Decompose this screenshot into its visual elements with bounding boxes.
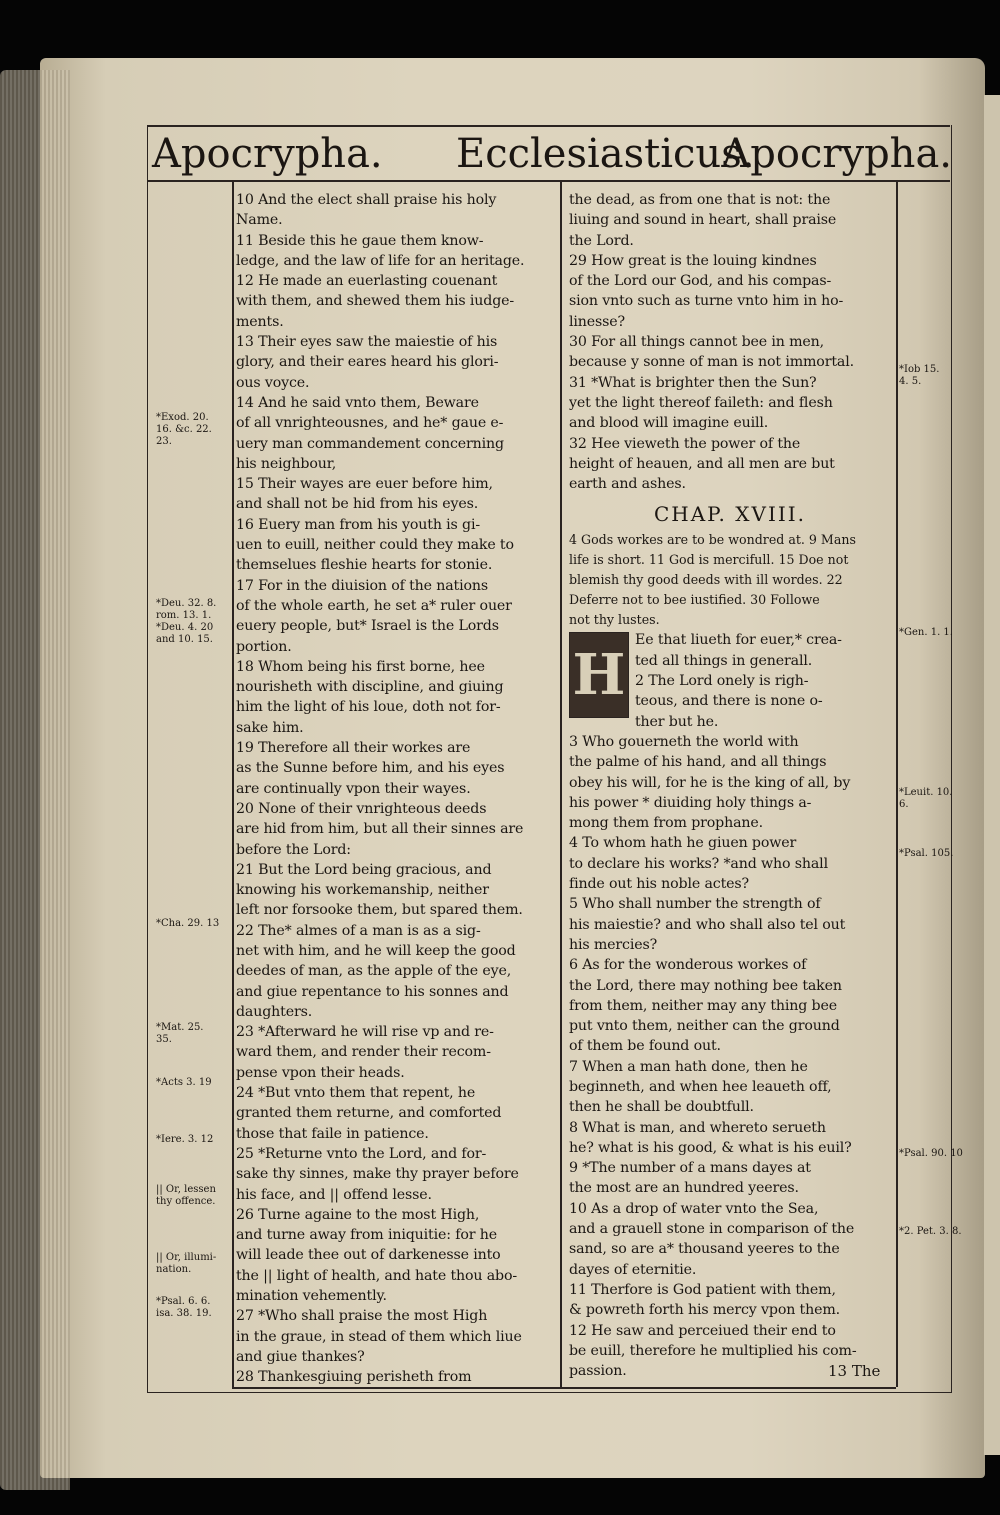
text-line: and a grauell stone in comparison of the [569, 1221, 855, 1238]
text-line: 24 *But vnto them that repent, he [236, 1085, 476, 1102]
text-line: because y sonne of man is not immortal. [569, 354, 854, 371]
text-line: 5 Who shall number the strength of [569, 896, 821, 913]
margin-note [156, 412, 212, 448]
text-line: linesse? [569, 313, 625, 330]
text-line: Name. [236, 212, 283, 229]
text-line: put vnto them, neither can the ground [569, 1018, 840, 1035]
text-line: obey his will, for he is the king of all, by [569, 774, 851, 791]
margin-note [156, 1252, 216, 1276]
text-line: his neighbour, [236, 455, 337, 472]
margin-note-line: thy offence. [156, 1196, 216, 1207]
text-line: nourisheth with discipline, and giuing [236, 679, 504, 696]
column-divider [560, 181, 562, 1387]
text-line: and turne away from iniquitie: for he [236, 1227, 497, 1244]
text-line: 28 Thankesgiuing perisheth from [236, 1369, 472, 1386]
text-line: are continually vpon their wayes. [236, 780, 471, 797]
text-line: 29 How great is the louing kindnes [569, 252, 817, 269]
text-line: 15 Their wayes are euer before him, [236, 476, 493, 493]
text-line: are hid from him, but all their sinnes are [236, 821, 524, 838]
text-line: will leade thee out of darkenesse into [236, 1247, 501, 1264]
text-line: of the Lord our God, and his compas- [569, 273, 832, 290]
initial-block [569, 630, 891, 731]
text-line: left nor forsooke them, but spared them. [236, 902, 523, 919]
text-line: granted them returne, and comforted [236, 1105, 502, 1122]
decorated-initial: H [569, 632, 629, 718]
margin-note [156, 1296, 212, 1320]
text-line: 12 He made an euerlasting couenant [236, 273, 498, 290]
text-line: and giue repentance to his sonnes and [236, 983, 509, 1000]
page-stack-edge [0, 70, 70, 1490]
margin-note [156, 1134, 213, 1146]
margin-note-line: || Or, lessen [156, 1184, 216, 1195]
text-line: 6 As for the wonderous workes of [569, 957, 807, 974]
text-line: his face, and || offend lesse. [236, 1186, 432, 1203]
header-rule [147, 180, 950, 182]
margin-note-line: *Gen. 1. 1. [899, 627, 953, 638]
text-line: to declare his works? *and who shall [569, 855, 828, 872]
text-line: 18 Whom being his first borne, hee [236, 658, 485, 675]
margin-note-line: *Acts 3. 19 [156, 1077, 212, 1088]
text-line: ted all things in generall. [635, 652, 813, 669]
margin-note [156, 1184, 216, 1208]
text-line: then he shall be doubtfull. [569, 1099, 754, 1116]
margin-note-line: 16. &c. 22. [156, 424, 212, 435]
summary-line: not thy lustes. [569, 612, 660, 628]
summary-line: blemish thy good deeds with ill wordes. 22 [569, 572, 843, 588]
text-line: the dead, as from one that is not: the [569, 192, 831, 208]
text-line: of the whole earth, he set a* ruler ouer [236, 597, 512, 614]
text-line: 11 Beside this he gaue them know- [236, 232, 484, 249]
text-line: mong them from prophane. [569, 815, 763, 832]
text-line: and giue thankes? [236, 1348, 365, 1365]
margin-note-line: *Mat. 25. [156, 1022, 204, 1033]
text-line: pense vpon their heads. [236, 1064, 405, 1081]
margin-note [899, 848, 953, 860]
text-line: beginneth, and when hee leaueth off, [569, 1078, 832, 1095]
text-line: he? what is his good, & what is his euil? [569, 1139, 852, 1156]
header-right: Apocrypha. [721, 131, 952, 177]
margin-note-line: *Psal. 6. 6. [156, 1296, 211, 1307]
margin-note-line: *Cha. 29. 13 [156, 918, 220, 929]
text-line: 4 To whom hath he giuen power [569, 835, 797, 852]
margin-note [899, 627, 953, 639]
text-line: 19 Therefore all their workes are [236, 740, 471, 757]
text-line: uen to euill, neither could they make to [236, 537, 514, 554]
margin-note-line: nation. [156, 1264, 192, 1275]
text-line: sake him. [236, 719, 304, 736]
text-line: dayes of eternitie. [569, 1261, 697, 1278]
margin-note-line: 6. [899, 799, 909, 810]
margin-note-line: 4. 5. [899, 376, 922, 387]
text-line: earth and ashes. [569, 476, 686, 493]
text-line: daughters. [236, 1003, 313, 1020]
margin-note [899, 787, 952, 811]
margin-note-line: *2. Pet. 3. 8. [899, 1226, 962, 1237]
margin-note-line: *Psal. 90. 10 [899, 1148, 963, 1159]
summary-line: Deferre not to bee iustified. 30 Followe [569, 592, 820, 608]
summary-line: life is short. 11 God is mercifull. 15 Doe not [569, 552, 849, 568]
header-center: Ecclesiasticus. [456, 131, 755, 177]
margin-rule-left [232, 181, 234, 1387]
text-line: before the Lord: [236, 841, 351, 858]
text-line: 3 Who gouerneth the world with [569, 733, 799, 750]
text-line: 10 As a drop of water vnto the Sea, [569, 1200, 819, 1217]
margin-note-line: *Leuit. 10. [899, 787, 953, 798]
margin-note [156, 598, 216, 646]
text-line: and shall not be hid from his eyes. [236, 496, 479, 513]
text-line: him the light of his loue, doth not for- [236, 699, 501, 716]
text-line: finde out his noble actes? [569, 876, 749, 893]
text-line: 12 He saw and perceiued their end to [569, 1322, 836, 1339]
text-line: 23 *Afterward he will rise vp and re- [236, 1024, 494, 1041]
text-line: as the Sunne before him, and his eyes [236, 760, 505, 777]
right-column-bottom [569, 732, 891, 1382]
text-line: ledge, and the law of life for an heritage. [236, 252, 525, 269]
facing-page-edge [984, 95, 1000, 1455]
text-line: 25 *Returne vnto the Lord, and for- [236, 1145, 487, 1162]
text-line: themselues fleshie hearts for stonie. [236, 557, 493, 574]
text-line: 21 But the Lord being gracious, and [236, 861, 492, 878]
text-line: be euill, therefore he multiplied his com- [569, 1342, 857, 1359]
margin-note [156, 1077, 212, 1089]
text-line: mination vehemently. [236, 1288, 387, 1305]
text-line: 32 Hee vieweth the power of the [569, 435, 801, 452]
text-line: those that faile in patience. [236, 1125, 429, 1142]
margin-note-line: isa. 38. 19. [156, 1308, 212, 1319]
text-line: 14 And he said vnto them, Beware [236, 394, 479, 411]
margin-note-line: *Iere. 3. 12 [156, 1134, 214, 1145]
margin-note [899, 364, 939, 388]
margin-note-line: *Exod. 20. [156, 412, 209, 423]
margin-note-line: *Psal. 105. [899, 848, 954, 859]
chapter-title: CHAP. XVIII. [653, 502, 807, 527]
text-line: uery man commandement concerning [236, 435, 504, 452]
text-line: yet the light thereof faileth: and flesh [569, 394, 833, 411]
margin-note-line: *Iob 15. [899, 364, 940, 375]
text-line: 16 Euery man from his youth is gi- [236, 516, 481, 533]
text-line: 9 *The number of a mans dayes at [569, 1160, 811, 1177]
margin-note [899, 1148, 963, 1160]
margin-note-line: *Deu. 32. 8. [156, 598, 217, 609]
text-line: ward them, and render their recom- [236, 1044, 491, 1061]
text-line: deedes of man, as the apple of the eye, [236, 963, 512, 980]
margin-note-line: rom. 13. 1. [156, 610, 212, 621]
text-line: of all vnrighteousnes, and he* gaue e- [236, 415, 504, 432]
text-line: 30 For all things cannot bee in men, [569, 334, 824, 351]
text-line: the || light of health, and hate thou abo- [236, 1267, 518, 1284]
text-line: ous voyce. [236, 374, 310, 391]
text-line: 2 The Lord onely is righ- [635, 673, 809, 690]
text-line: sand, so are a* thousand yeeres to the [569, 1241, 840, 1258]
margin-note-line: *Deu. 4. 20 [156, 622, 214, 633]
text-line: sake thy sinnes, make thy prayer before [236, 1166, 519, 1183]
left-column [236, 190, 552, 1388]
text-line: the Lord, there may nothing bee taken [569, 977, 842, 994]
text-line: the Lord. [569, 232, 634, 249]
text-line: 27 *Who shall praise the most High [236, 1308, 488, 1325]
text-line: sion vnto such as turne vnto him in ho- [569, 293, 844, 310]
margin-note-line: 23. [156, 436, 172, 447]
text-line: teous, and there is none o- [635, 693, 823, 710]
text-line: liuing and sound in heart, shall praise [569, 212, 837, 229]
text-line: 20 None of their vnrighteous deeds [236, 800, 487, 817]
text-line: 17 For in the diuision of the nations [236, 577, 488, 594]
catchword: 13 The [828, 1362, 881, 1380]
running-header [150, 128, 950, 180]
text-line: 7 When a man hath done, then he [569, 1058, 808, 1075]
margin-note [156, 918, 219, 930]
text-line: 31 *What is brighter then the Sun? [569, 374, 817, 391]
header-left: Apocrypha. [152, 131, 383, 177]
text-line: knowing his workemanship, neither [236, 882, 489, 899]
margin-note-line: || Or, illumi- [156, 1252, 217, 1263]
text-line: net with him, and he will keep the good [236, 942, 516, 959]
margin-note [156, 1022, 203, 1046]
text-line: of them be found out. [569, 1038, 721, 1055]
text-line: passion. [569, 1363, 627, 1380]
text-line: ments. [236, 313, 284, 330]
text-line: 26 Turne againe to the most High, [236, 1206, 480, 1223]
text-line: ther but he. [635, 713, 719, 730]
text-line: his maiestie? and who shall also tel out [569, 916, 846, 933]
text-line: his power * diuiding holy things a- [569, 794, 812, 811]
text-line: the palme of his hand, and all things [569, 754, 827, 771]
text-line: 8 What is man, and whereto serueth [569, 1119, 826, 1136]
text-line: 11 Therfore is God patient with them, [569, 1281, 836, 1298]
text-line: and blood will imagine euill. [569, 415, 769, 432]
right-column [569, 190, 891, 1381]
margin-note-line: 35. [156, 1034, 172, 1045]
text-line: 22 The* almes of a man is as a sig- [236, 922, 481, 939]
text-line: portion. [236, 638, 292, 655]
right-column-top [569, 190, 891, 494]
margin-rule-right [896, 181, 898, 1387]
text-line: Ee that liueth for euer,* crea- [635, 632, 842, 649]
text-line: & powreth forth his mercy vpon them. [569, 1302, 841, 1319]
text-line: 13 Their eyes saw the maiestie of his [236, 334, 498, 351]
text-line: 10 And the elect shall praise his holy [236, 192, 497, 208]
margin-note-line: and 10. 15. [156, 634, 213, 645]
text-line: his mercies? [569, 936, 658, 953]
margin-note [899, 1226, 962, 1238]
text-line: the most are an hundred yeeres. [569, 1180, 799, 1197]
text-line: in the graue, in stead of them which liue [236, 1328, 522, 1345]
chapter-summary [569, 530, 891, 630]
text-line: euery people, but* Israel is the Lords [236, 618, 499, 635]
text-line: from them, neither may any thing bee [569, 997, 837, 1014]
text-line: with them, and shewed them his iudge- [236, 293, 515, 310]
summary-line: 4 Gods workes are to be wondred at. 9 Mans [569, 532, 856, 548]
text-line: height of heauen, and all men are but [569, 455, 835, 472]
text-line: glory, and their eares heard his glori- [236, 354, 499, 371]
